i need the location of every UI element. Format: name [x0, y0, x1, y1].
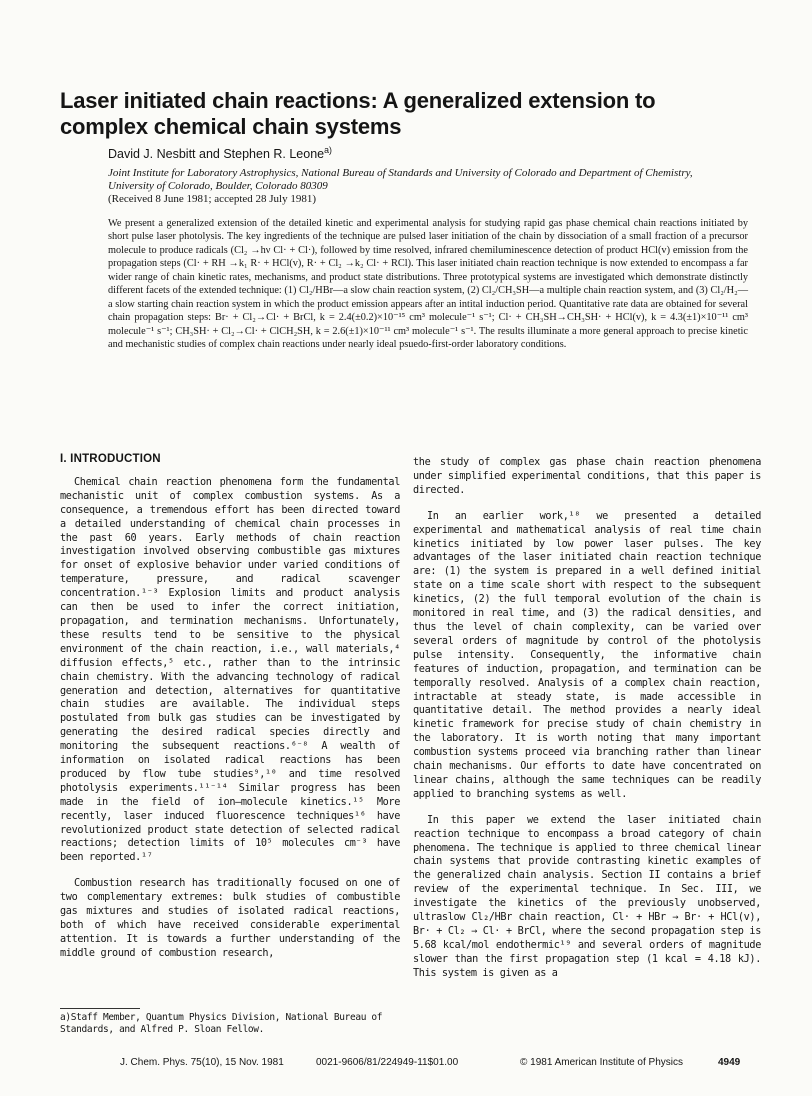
- intro-paragraph-continued: the study of complex gas phase chain reaction phenomena under simplified experimental conditions, that this paper is directed.: [413, 457, 761, 496]
- title-line-1: Laser initiated chain reactions: A generalized extension to: [60, 88, 656, 113]
- authors-text: David J. Nesbitt and Stephen R. Leone: [108, 147, 325, 162]
- left-column: [60, 453, 400, 973]
- footnote: a)Staff Member, Quantum Physics Division, National Bureau of Standards, and Alfred P. Sloan Fellow.: [60, 1012, 383, 1035]
- author-note-mark: a): [324, 145, 332, 155]
- intro-paragraph-3: In an earlier work,¹⁸ we presented a detailed experimental and mathematical analysis of real time chain kinetics initiated by low power laser pulses. The key advantages of the laser initiated chain reaction technique are: (1) the system is prepared in a well defined initial state on a time scale short with respect to the subsequent kinetics, (2) the full temporal evolution of the chain is monitored in real time, and (3) the radical densities, and thus the level of chain complexity, can be varied over several orders of magnitude by control of the photolysis pulse intensity. Consequently, the informative chain features of induction, propagation, and termination can be temporally resolved. Analysis of a complex chain reaction, intractable at steady state, is made accessible in quantitative detail. The method provides a nearly ideal kinetic framework for precise study of chain chemistry in the laboratory. It is worth noting that many important combustion systems proceed via branching rather than linear chain mechanisms. Our efforts to date have concentrated on linear chains, although the same techniques can be readily applied to branching systems as well.: [413, 510, 761, 800]
- page-number: 4949: [718, 1057, 741, 1068]
- footer-journal: J. Chem. Phys. 75(10), 15 Nov. 1981: [120, 1057, 284, 1068]
- title-line-2: complex chemical chain systems: [60, 114, 402, 139]
- received-dates: (Received 8 June 1981; accepted 28 July 1981): [108, 193, 317, 205]
- footnote-divider: [60, 1008, 140, 1009]
- intro-paragraph-4: In this paper we extend the laser initiated chain reaction technique to encompass a broad category of chain phenomena. The technique is applied to three chemical linear chain systems that provide contrasting kinetic examples of the generalized chain analysis. Section II contains a brief review of the experimental technique. In Sec. III, we investigate the kinetics of the previously unobserved, ultraslow Cl₂/HBr chain reaction, Cl· + HBr → Br· + HCl(v), Br· + Cl₂ → Cl· + BrCl, where the second propagation step is 5.68 kcal/mol endothermic¹⁹ and several orders of magnitude slower than the first propagation step (1 kcal = 4.18 kJ). This system is given as a: [413, 814, 761, 979]
- author-list: [108, 145, 332, 161]
- abstract-text: We present a generalized extension of the detailed kinetic and experimental analysis for studying rapid gas phase chemical chain reactions initiated by short pulse laser photolysis. The key ingredients of the technique are pulsed laser initiation of the chain by dissociation of a small fraction of a precursor molecule to produce radicals (Cl₂ →hν Cl· + Cl·), followed by time resolved, infrared chemiluminescence detection of product HCl(v) emission from the propagation steps (Cl· + RH →k₁ R· + HCl(v), R· + Cl₂ →k₂ Cl· + RCl). This laser initiated chain reaction technique is now extended to encompass a far wider range of chain kinetic rates, mechanisms, and product state distributions. Three prototypical systems are investigated which demonstrate distinctly different facets of the extended technique: (1) Cl₂/HBr—a slow chain reaction system, (2) Cl₂/CH₃SH—a multiple chain reaction system, and (3) Cl₂/H₂—a slow starting chain reaction system in which the product emission appears after an intital induction period. Quantitative rate data are obtained for several chain propagation steps: Br· + Cl₂→Cl· + BrCl, k = 2.4(±0.2)×10⁻¹⁵ cm³ molecule⁻¹ s⁻¹; Cl· + CH₃SH→CH₃SH· + HCl(v), k = 4.3(±1)×10⁻¹¹ cm³ molecule⁻¹ s⁻¹; CH₃SH· + Cl₂→Cl· + ClCH₂SH, k = 2.6(±1)×10⁻¹¹ cm³ molecule⁻¹ s⁻¹. The results illuminate a more general approach to precise kinetic and mechanistic studies of complex chain reactions under nearly ideal psuedo-first-order laboratory conditions.: [108, 218, 748, 351]
- abstract: [108, 217, 748, 352]
- paper-title: [60, 88, 760, 140]
- affiliation-block: [108, 167, 728, 206]
- right-column: [413, 456, 761, 993]
- intro-paragraph-2: Combustion research has traditionally focused on one of two complementary extremes: bulk studies of combustible gas mixtures and studies of isolated radical reactions, both of which have received considerable experimental attention. It is towards a further understanding of the middle ground of combustion research,: [60, 878, 400, 959]
- section-heading: I. INTRODUCTION: [60, 453, 161, 465]
- affiliation-text: Joint Institute for Laboratory Astrophysics, National Bureau of Standards and University of Colorado and Department of Chemistry, University of Colorado, Boulder, Colorado 80309: [108, 167, 693, 192]
- footer-code: 0021-9606/81/224949-11$01.00: [316, 1057, 459, 1068]
- footer-copyright: © 1981 American Institute of Physics: [520, 1057, 684, 1068]
- intro-paragraph-1: Chemical chain reaction phenomena form the fundamental mechanistic unit of complex combustion systems. As a consequence, a tremendous effort has been directed toward a detailed understanding of chemical chain processes in the past 60 years. Early methods of chain reaction investigation involved observing combustible gas mixtures for onset of explosive behavior under varied conditions of temperature, pressure, and radical scavenger concentration.¹⁻³ Explosion limits and product analysis can then be used to infer the correct initiation, propagation, and termination mechanisms. Unfortunately, these results tend to be sensitive to the physical environment of the chain reaction, i.e., wall materials,⁴ diffusion effects,⁵ etc., rather than to the intrinsic chain chemistry. With the advancing technology of radical generation and detection, alternatives for quantitative chain studies are available. The individual steps postulated from bulk gas studies can be investigated by generating the desired radical species directly and monitoring the subsequent reactions.⁶⁻⁸ A wealth of information on isolated radical reactions has been produced by flow tube studies⁹,¹⁰ and time resolved photolysis experiments.¹¹⁻¹⁴ Similar progress has been made in the field of ion–molecule kinetics.¹⁵ More recently, laser induced fluorescence techniques¹⁶ have revolutionized product state detection of selected radical reactions; detection limits of 10⁵ molecules cm⁻³ have been reported.¹⁷: [60, 476, 400, 864]
